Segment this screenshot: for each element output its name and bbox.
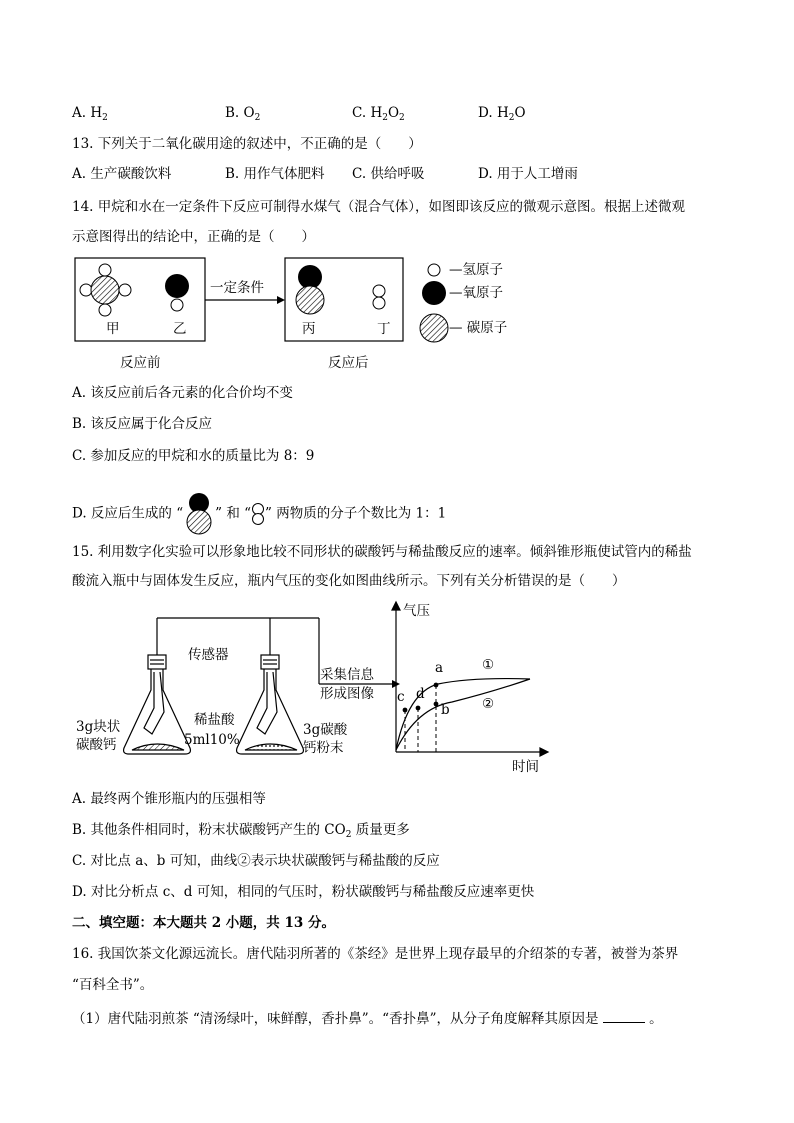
point-c-label: c: [397, 689, 405, 705]
flask-left: [124, 655, 191, 754]
co-molecule-icon: [184, 492, 214, 536]
point-b-label: b: [441, 702, 450, 718]
q14-stem-line1: 14. 甲烷和水在一定条件下反应可制得水煤气（混合气体），如图即该反应的微观示意图。根据上述微观: [72, 199, 686, 215]
label-acid-2: 5ml10%: [184, 732, 240, 748]
label-sensor: 传感器: [188, 647, 229, 663]
h2-molecule: [373, 285, 385, 309]
water-molecule: [165, 274, 189, 311]
label-after: 反应后: [328, 355, 369, 371]
q13-option-b: B. 用作气体肥料: [225, 166, 325, 182]
label-condition: 一定条件: [210, 280, 264, 296]
point-b: [434, 702, 439, 707]
q12-option-d: D. $H_2O$: [478, 105, 526, 123]
point-a: [434, 683, 439, 688]
legend-c-label: — 碳原子: [449, 320, 508, 336]
point-c: [403, 708, 408, 713]
q12-option-c: C. $H_2O_2$: [352, 105, 405, 123]
q13-option-a: A. 生产碳酸饮料: [72, 166, 172, 182]
point-d-label: d: [416, 686, 425, 702]
q13-option-d: D. 用于人工增雨: [478, 166, 578, 182]
label-jia: 甲: [106, 321, 120, 337]
q14-option-c: C. 参加反应的甲烷和水的质量比为 8：9: [72, 448, 315, 464]
label-yi: 乙: [173, 321, 187, 337]
label-left-2: 碳酸钙: [76, 737, 117, 753]
label-collect-2: 形成图像: [320, 686, 374, 702]
q15-option-b: B. 其他条件相同时，粉末状碳酸钙产生的 $CO_2$ 质量更多: [72, 822, 410, 840]
q15-option-d: D. 对比分析点 c、d 可知，相同的气压时，粉状碳酸钙与稀盐酸反应速率更快: [72, 884, 535, 900]
q16-stem-line1: 16. 我国饮茶文化源远流长。唐代陆羽所著的《茶经》是世界上现存最早的介绍茶的专著，被誉为茶界: [72, 946, 679, 962]
q12-option-b: B. $O_2$: [225, 105, 261, 123]
q13-option-c: C. 供给呼吸: [352, 166, 425, 182]
graph-xlabel: 时间: [512, 759, 539, 775]
label-left-1: 3g块状: [76, 719, 121, 735]
legend-h-circle: [428, 264, 440, 276]
q15-stem-line1: 15. 利用数字化实验可以形象地比较不同形状的碳酸钙与稀盐酸反应的速率。倾斜锥形瓶使试管内的稀盐: [72, 544, 692, 560]
methane-molecule: [80, 264, 131, 316]
q15-experiment-figure: [72, 600, 562, 780]
legend-h-label: —氢原子: [449, 262, 503, 278]
h2-molecule-icon: [251, 502, 265, 526]
q16-stem-line2: “百科全书”。: [72, 977, 154, 993]
q12-option-a: A. $H_2$: [72, 105, 108, 123]
q15-option-a: A. 最终两个锥形瓶内的压强相等: [72, 791, 266, 807]
label-right-1: 3g碳酸: [303, 722, 348, 738]
q15-stem-line2: 酸流入瓶中与固体发生反应，瓶内气压的变化如图曲线所示。下列有关分析错误的是（ ）: [72, 573, 626, 589]
label-right-2: 钙粉末: [303, 740, 344, 756]
curve-1-label: ①: [482, 657, 495, 673]
label-ding: 丁: [377, 321, 391, 337]
legend-c-circle: [420, 314, 448, 342]
label-before: 反应前: [120, 355, 161, 371]
legend-o-label: —氧原子: [449, 285, 503, 301]
q13-stem: 13. 下列关于二氧化碳用途的叙述中，不正确的是（ ）: [72, 136, 422, 152]
point-a-label: a: [435, 660, 444, 676]
q15-option-c: C. 对比点 a、b 可知，曲线②表示块状碳酸钙与稀盐酸的反应: [72, 853, 440, 869]
curve-2-label: ②: [482, 696, 495, 712]
label-bing: 丙: [302, 321, 316, 337]
label-collect-1: 采集信息: [320, 667, 374, 683]
point-d: [416, 706, 421, 711]
q14-option-d: D. 反应后生成的 “ ” 和 “ ” 两物质的分子个数比为 1：1: [72, 492, 446, 536]
legend-o-circle: [422, 281, 446, 305]
q14-option-a: A. 该反应前后各元素的化合价均不变: [72, 385, 293, 401]
flask-right: [237, 655, 304, 754]
graph-ylabel: 气压: [403, 603, 430, 619]
q14-option-b: B. 该反应属于化合反应: [72, 416, 213, 432]
section-heading: 二、填空题：本大题共 2 小题，共 13 分。: [72, 915, 335, 931]
co-molecule: [296, 265, 324, 314]
answer-blank[interactable]: [603, 1010, 645, 1023]
q14-reaction-figure: [72, 255, 532, 380]
q14-stem-line2: 示意图得出的结论中，正确的是（ ）: [72, 229, 315, 245]
label-acid-1: 稀盐酸: [194, 712, 235, 728]
q16-sub1: （1）唐代陆羽煎茶 “清汤绿叶，味鲜醇，香扑鼻”。“香扑鼻”，从分子角度解释其原因是 。: [72, 1011, 663, 1027]
